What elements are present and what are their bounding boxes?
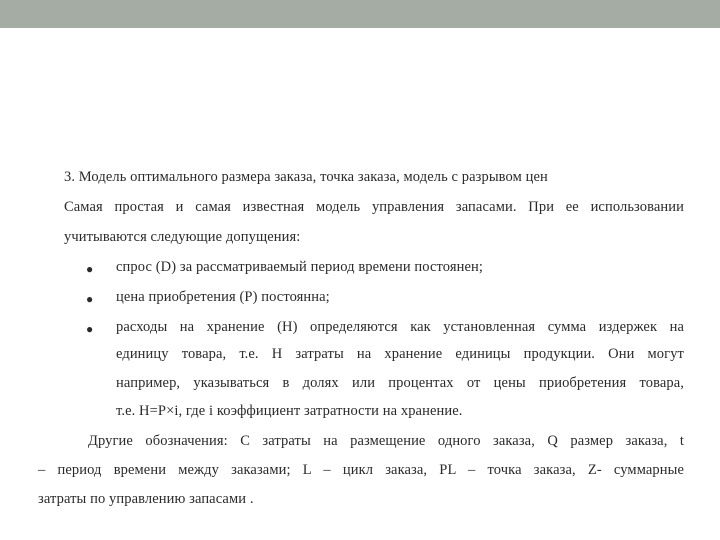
- bullet-3-line-1: расходы на хранение (H) определяются как установленная сумма издержек на: [116, 319, 684, 335]
- bullet-3-line-4: т.е. H=P×i, где i коэффициент затратности на хранение.: [116, 403, 463, 419]
- bullet-3-line-3: например, указываться в долях или процентах от цены приобретения товара,: [116, 375, 684, 391]
- bullet-icon: ●: [86, 262, 94, 276]
- bullet-1-line: спрос (D) за рассматриваемый период времени постоянен;: [116, 259, 484, 275]
- intro-line-1: Самая простая и самая известная модель управления запасами. При ее использовании: [64, 199, 684, 215]
- bullet-2-line: цена приобретения (P) постоянна;: [116, 289, 330, 305]
- other-line-3: затраты по управлению запасами .: [38, 491, 254, 507]
- other-line-1: Другие обозначения: C затраты на размещение одного заказа, Q размер заказа, t: [88, 433, 684, 449]
- section-heading: 3. Модель оптимального размера заказа, точка заказа, модель с разрывом цен: [64, 169, 548, 185]
- bullet-3-line-2: единицу товара, т.е. H затраты на хранение единицы продукции. Они могут: [116, 346, 684, 362]
- other-line-2: – период времени между заказами; L – цикл заказа, PL – точка заказа, Z- суммарные: [38, 462, 684, 478]
- intro-line-2: учитываются следующие допущения:: [64, 229, 301, 245]
- bullet-icon: ●: [86, 322, 94, 336]
- bullet-icon: ●: [86, 292, 94, 306]
